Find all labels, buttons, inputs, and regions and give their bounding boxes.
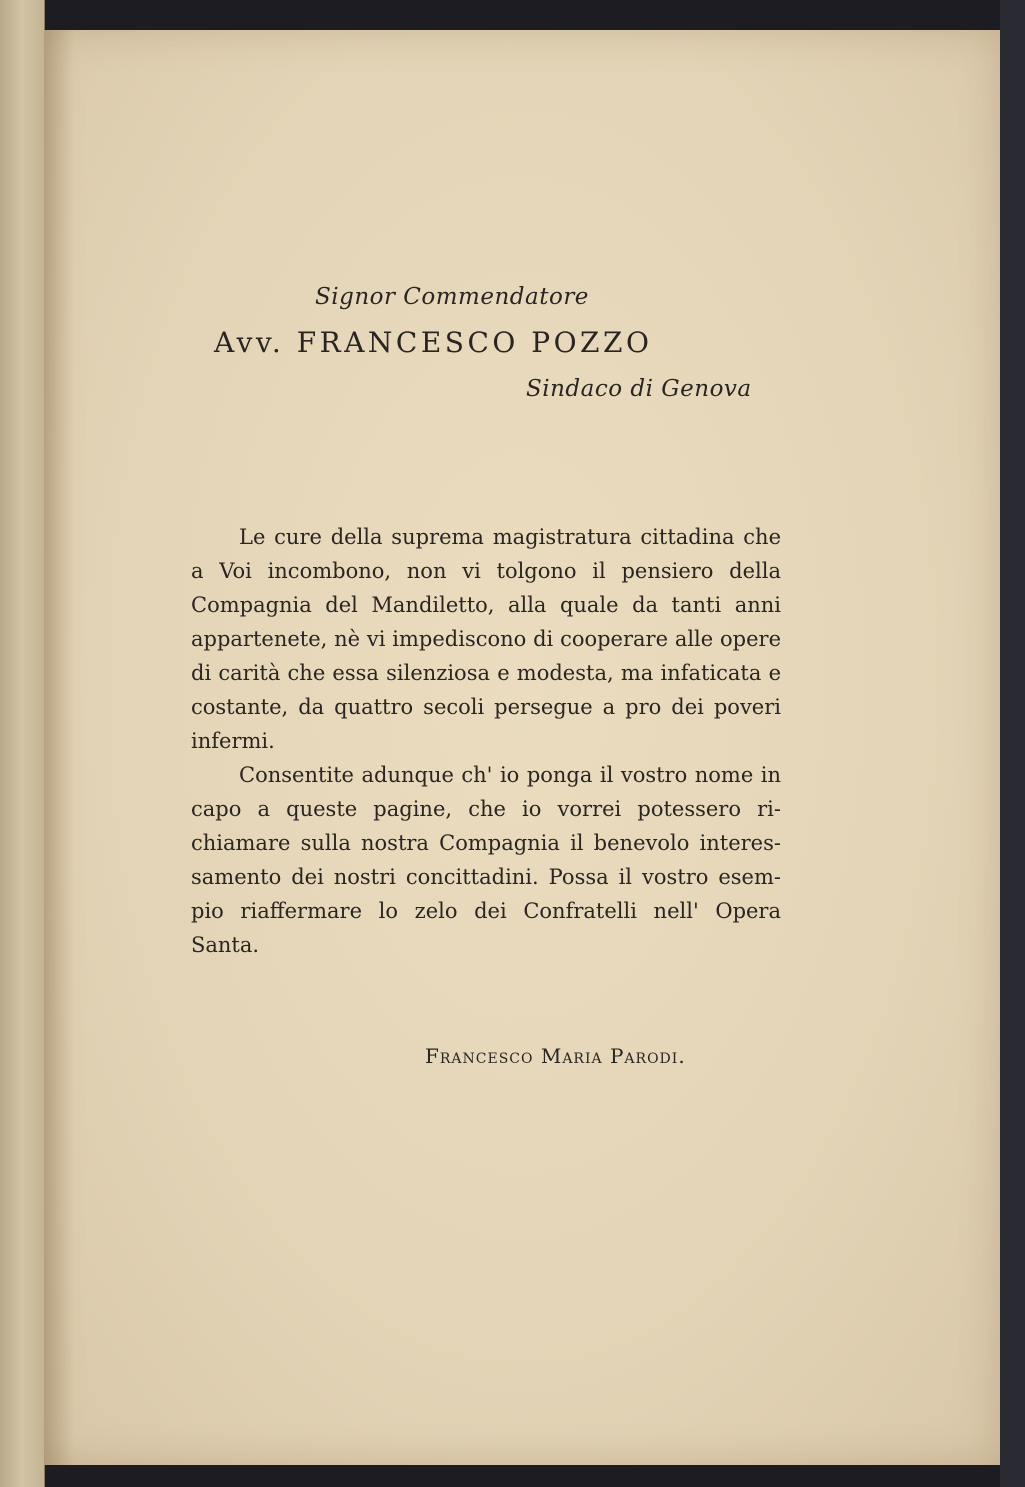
previous-page-edge — [0, 0, 45, 1487]
recipient-name: Avv. FRANCESCO POZZO — [214, 326, 653, 359]
page-gutter-shadow — [44, 30, 74, 1465]
salutation: Signor Commendatore — [315, 284, 589, 310]
dedication-body — [191, 520, 781, 962]
dedication-page — [44, 30, 1000, 1465]
paragraph-1: Le cure della suprema magistratura cittadina che a Voi incombono, non vi tolgono il pensiero della Compagnia del Mandiletto, alla quale da tanti anni appartenete, nè vi impediscono di cooperare alle opere di carità che essa silenziosa e modesta, ma infaticata e costante, da quattro secoli persegue a pro dei poveri infermi. — [191, 525, 781, 753]
scan-border — [1000, 0, 1025, 1487]
paragraph-2: Consentite adunque ch' io ponga il vostro nome in capo a queste pagine, che io vorrei potessero richiamare sulla nostra Compagnia il benevolo interessamento dei nostri concittadini. Possa il vostro esempio riaffermare lo zelo dei Confratelli nell' Opera Santa. — [191, 763, 781, 957]
recipient-title: Sindaco di Genova — [526, 376, 752, 402]
author-signature: Francesco Maria Parodi. — [425, 1044, 686, 1068]
